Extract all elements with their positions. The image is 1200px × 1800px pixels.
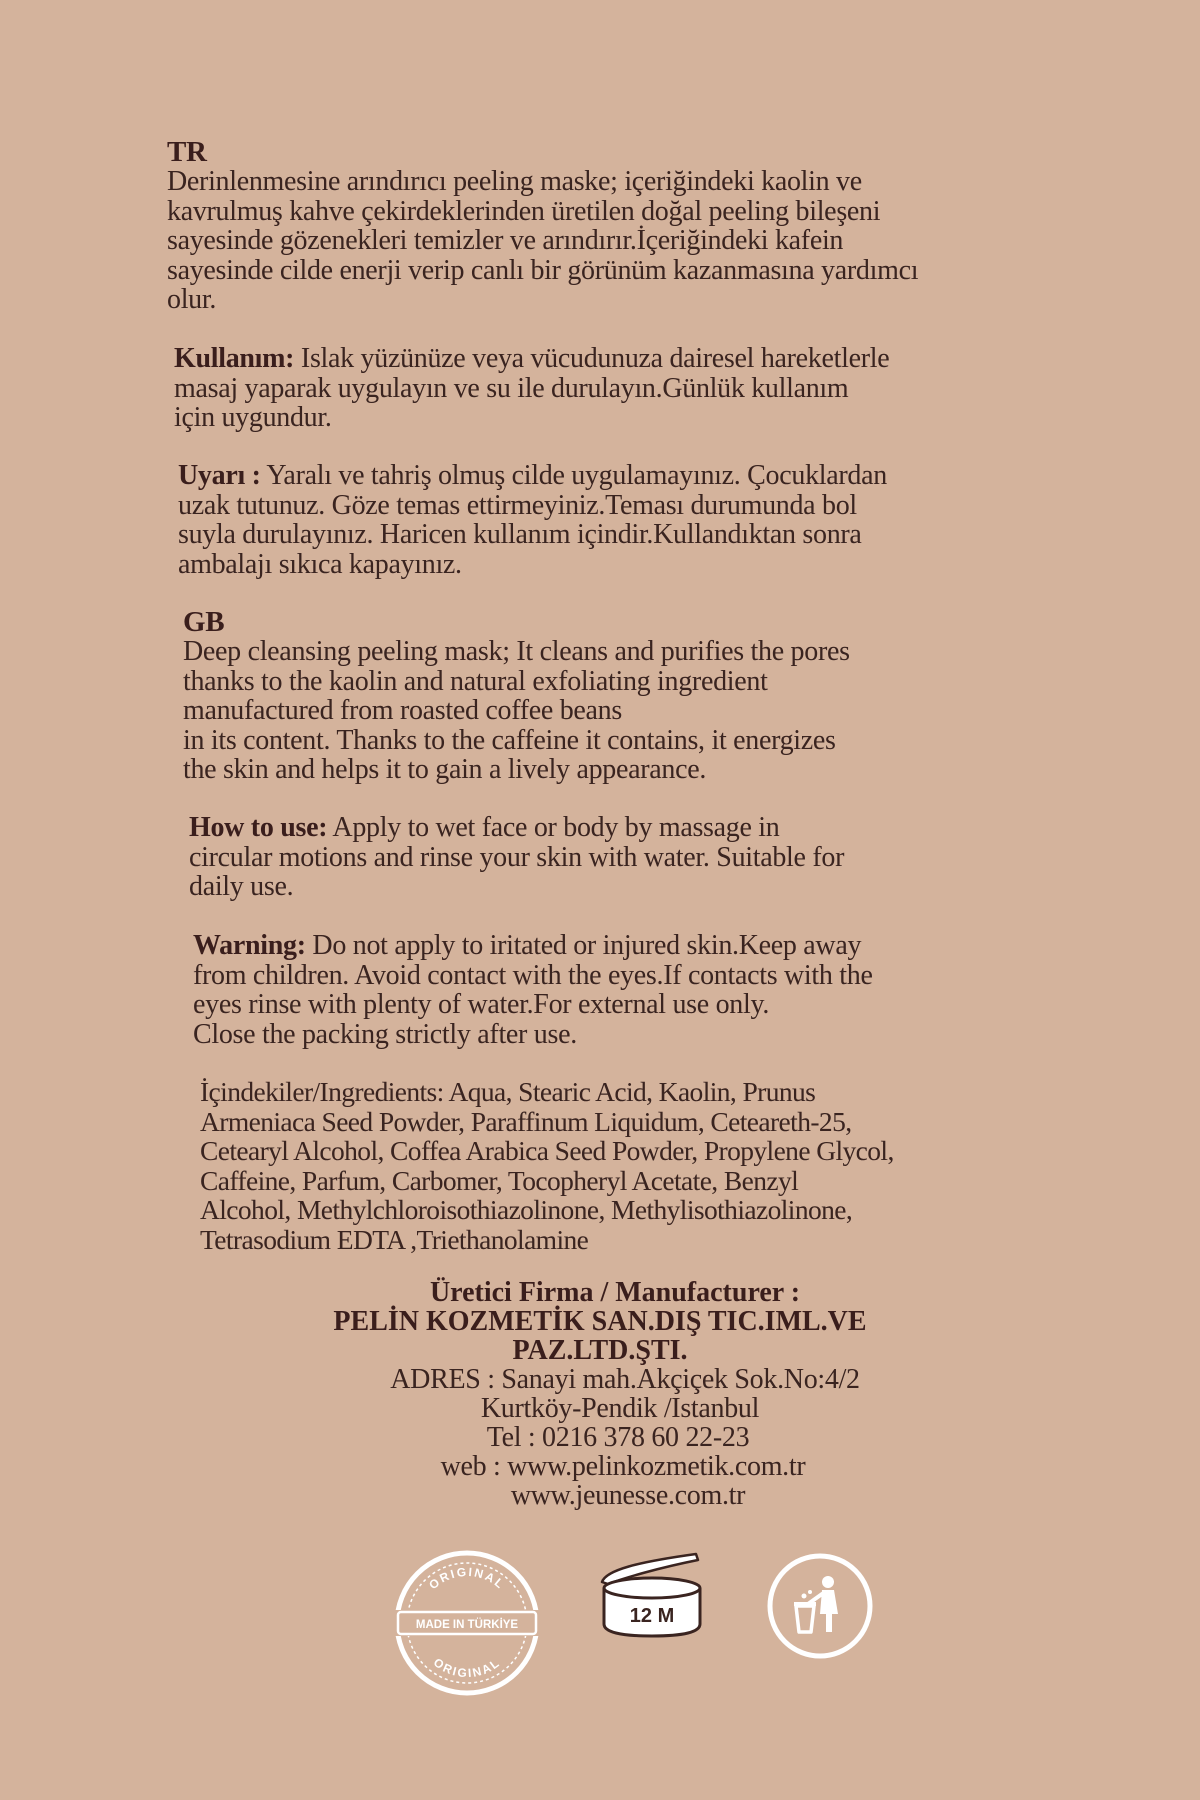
how-to-use-line: daily use. (189, 871, 294, 902)
gb-line: manufactured from roasted coffee beans (183, 695, 622, 726)
gb-section (183, 608, 850, 785)
tr-line: olur. (167, 284, 217, 315)
gb-line: the skin and helps it to gain a lively appearance. (183, 754, 707, 785)
kullanim-label: Kullanım: (174, 343, 295, 374)
uyari-label: Uyarı : (178, 460, 261, 491)
ingredients-line: İçindekiler/Ingredients: Aqua, Stearic Acid, Kaolin, Prunus (200, 1076, 816, 1107)
ingredients-line: Alcohol, Methylchloroisothiazolinone, Methylisothiazolinone, (200, 1194, 853, 1225)
uyari-section (178, 461, 887, 579)
website-secondary: www.jeunesse.com.tr (510, 1480, 746, 1511)
gb-line: Deep cleansing peeling mask; It cleans and purifies the pores (183, 636, 850, 667)
gb-heading: GB (183, 606, 225, 638)
tr-heading: TR (167, 136, 207, 168)
dispose-in-bin-icon (766, 1552, 874, 1660)
gb-line: thanks to the kaolin and natural exfoliating ingredient (183, 665, 768, 697)
company-name: PELİN KOZMETİK SAN.DIŞ TIC.IML.VE (333, 1306, 867, 1337)
period-after-opening-icon (598, 1548, 702, 1638)
svg-text:ORIGINAL (431, 1655, 503, 1680)
manufacturer-title: Üretici Firma / Manufacturer : (429, 1277, 801, 1308)
seal-top-text: ORIGINAL (426, 1564, 508, 1593)
website: web : www.pelinkozmetik.com.tr (440, 1451, 806, 1482)
uyari-line: suyla durulayınız. Haricen kullanım içindir.Kullandıktan sonra (178, 519, 862, 550)
uyari-line: Yaralı ve tahriş olmuş cilde uygulamayınız. Çocuklardan (260, 460, 887, 491)
seal-center-text: MADE IN TÜRKİYE (415, 1619, 519, 1631)
made-in-turkiye-seal-icon (392, 1548, 542, 1698)
warning-line: eyes rinse with plenty of water.For external use only. (193, 989, 770, 1020)
company-name-suffix: PAZ.LTD.ŞTI. (512, 1335, 688, 1366)
kullanim-line: için uygundur. (174, 402, 332, 433)
svg-text:ORIGINAL (426, 1565, 507, 1593)
warning-label: Warning: (193, 930, 306, 961)
ingredients-line: Cetearyl Alcohol, Coffea Arabica Seed Powder, Propylene Glycol, (200, 1135, 894, 1166)
ingredients-line: Armeniaca Seed Powder, Paraffinum Liquidum, Ceteareth-25, (200, 1105, 852, 1137)
tr-line: Derinlenmesine arındırıcı peeling maske; içeriğindeki kaolin ve (167, 166, 862, 197)
manufacturer-section (0, 1278, 1200, 1510)
city: Kurtköy-Pendik /Istanbul (480, 1393, 760, 1424)
tr-line: sayesinde gözenekleri temizler ve arındırır.İçeriğindeki kafein (167, 225, 844, 256)
how-to-use-line: Apply to wet face or body by massage in (327, 812, 780, 843)
uyari-line: uzak tutunuz. Göze temas ettirmeyiniz.Teması durumunda bol (178, 489, 857, 521)
tr-section (167, 138, 918, 315)
ingredients-line: Caffeine, Parfum, Carbomer, Tocopheryl Acetate, Benzyl (200, 1164, 799, 1196)
phone: Tel : 0216 378 60 22-23 (486, 1422, 750, 1453)
uyari-line: ambalajı sıkıca kapayınız. (178, 548, 462, 580)
kullanim-line: masaj yaparak uygulayın ve su ile durulayın.Günlük kullanım (174, 372, 849, 404)
address: ADRES : Sanayi mah.Akçiçek Sok.No:4/2 (390, 1364, 860, 1395)
ingredients-line: Tetrasodium EDTA ,Triethanolamine (200, 1223, 589, 1255)
how-to-use-label: How to use: (189, 812, 328, 843)
warning-line: Do not apply to iritated or injured skin.Keep away (305, 930, 862, 961)
kullanim-line: Islak yüzünüze veya vücudunuza dairesel hareketlerle (294, 343, 890, 374)
warning-line: Close the packing strictly after use. (193, 1018, 577, 1050)
pao-label: 12 M (629, 1605, 675, 1627)
tr-line: kavrulmuş kahve çekirdeklerinden üretilen doğal peeling bileşeni (167, 195, 881, 227)
kullanim-section (174, 344, 889, 433)
seal-bottom-text: ORIGINAL (430, 1655, 504, 1681)
how-to-use-section (189, 813, 844, 902)
warning-section (193, 931, 873, 1049)
how-to-use-line: circular motions and rinse your skin with water. Suitable for (189, 841, 845, 873)
warning-line: from children. Avoid contact with the eyes.If contacts with the (193, 959, 873, 991)
gb-line: in its content. Thanks to the caffeine it contains, it energizes (183, 724, 836, 756)
tr-line: sayesinde cilde enerji verip canlı bir görünüm kazanmasına yardımcı (167, 254, 919, 286)
ingredients-section (200, 1077, 894, 1254)
